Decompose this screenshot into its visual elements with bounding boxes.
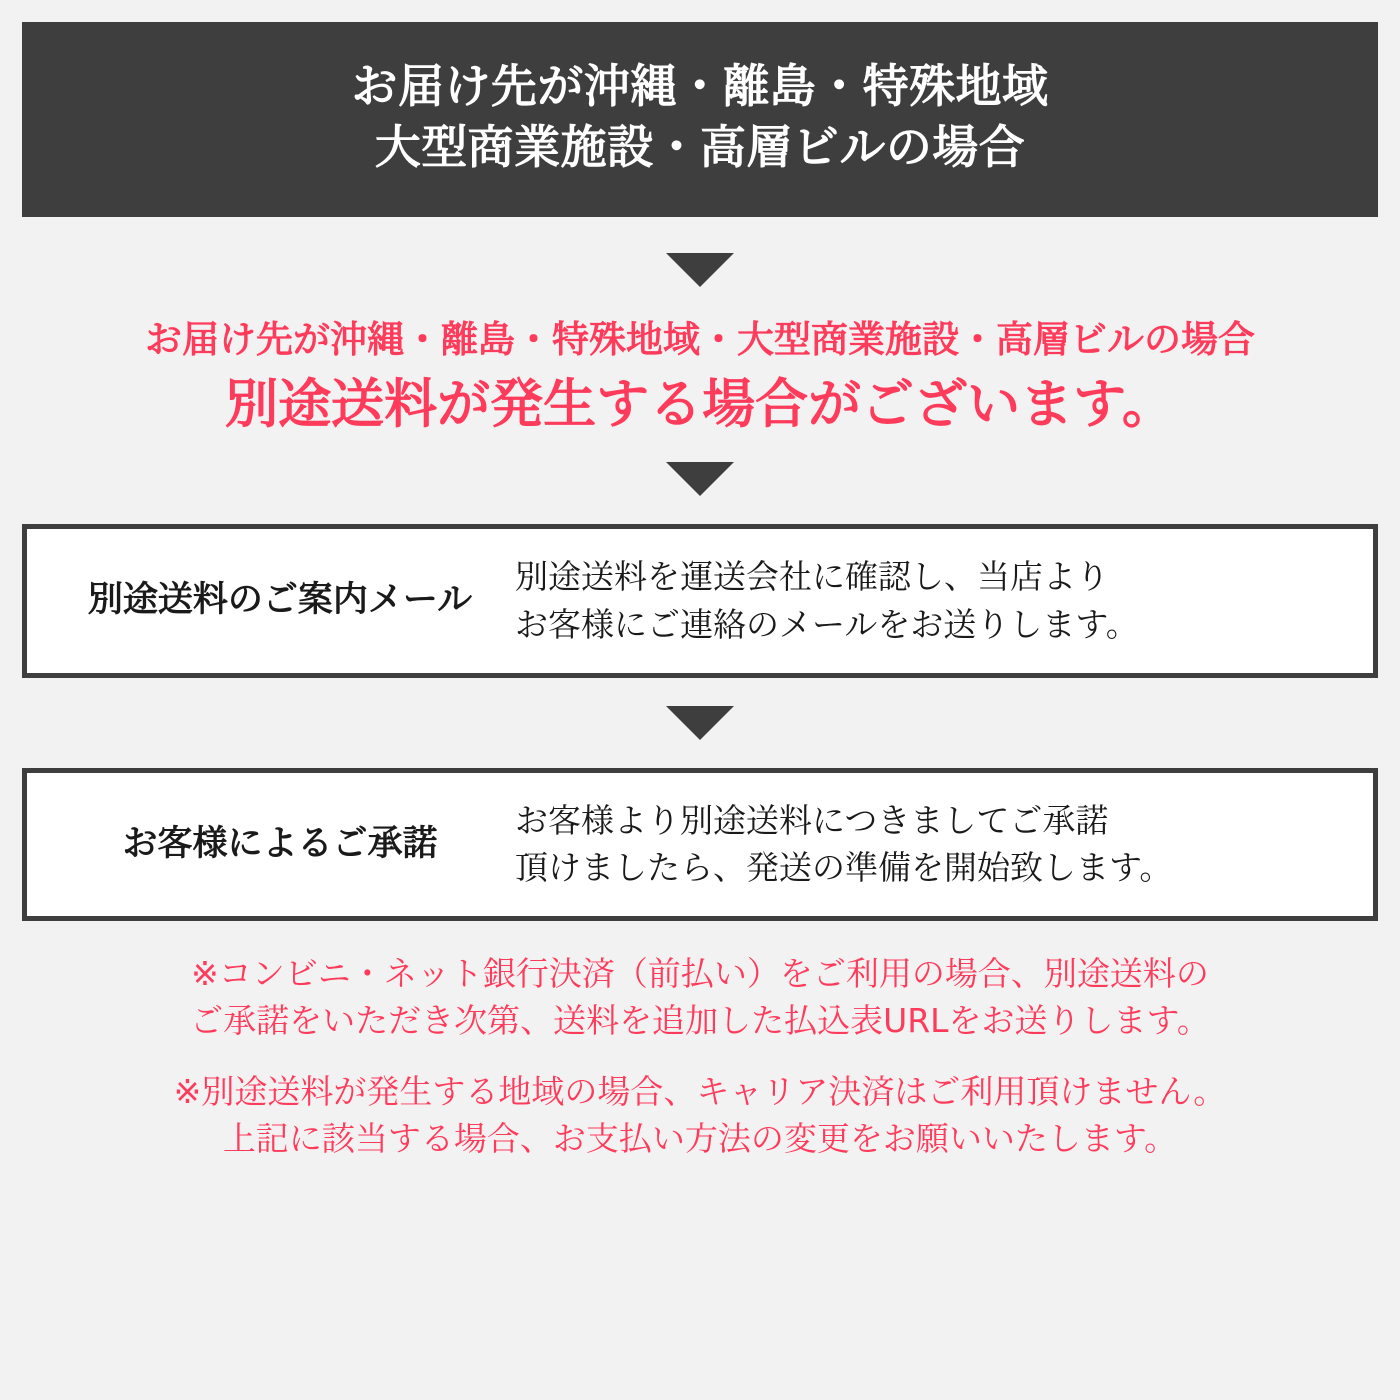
step-2-label: お客様によるご承諾 [122, 823, 438, 864]
triangle-down-icon [666, 706, 734, 740]
step-2-description-line-1: お客様より別途送料につきましてご承諾 [515, 800, 1109, 840]
arrow-connector-1 [22, 253, 1378, 287]
step-2-description-line-2: 頂けましたら、発送の準備を開始致します。 [515, 848, 1173, 888]
step-box-1 [22, 524, 1378, 678]
note-2-line-1: ※別途送料が発生する地域の場合、キャリア決済はご利用頂けません。 [173, 1072, 1227, 1112]
step-1-description-line-2: お客様にご連絡のメールをお送りします。 [515, 604, 1139, 644]
note-1-line-2: ご承諾をいただき次第、送料を追加した払込表URLをお送りします。 [190, 1001, 1210, 1041]
header-line-2: 大型商業施設・高層ビルの場合 [374, 119, 1026, 174]
note-1-line-1: ※コンビニ・ネット銀行決済（前払い）をご利用の場合、別途送料の [191, 954, 1209, 994]
header-line-1: お届け先が沖縄・離島・特殊地域 [351, 59, 1049, 113]
triangle-down-icon [666, 462, 734, 496]
header-banner [22, 22, 1378, 217]
note-1 [22, 951, 1378, 1045]
triangle-down-icon [666, 253, 734, 287]
alert-line-1: お届け先が沖縄・離島・特殊地域・大型商業施設・高層ビルの場合 [145, 318, 1255, 362]
step-1-label: 別途送料のご案内メール [87, 580, 473, 621]
alert-line-2: 別途送料が発生する場合がございます。 [225, 373, 1175, 435]
step-box-2 [22, 768, 1378, 922]
alert-block [22, 317, 1378, 438]
step-2-description [515, 797, 1355, 893]
step-1-description-line-1: 別途送料を運送会社に確認し、当店より [515, 556, 1109, 596]
note-2-line-2: 上記に該当する場合、お支払い方法の変更をお願いいたします。 [222, 1118, 1178, 1158]
footer-notes [22, 951, 1378, 1186]
arrow-connector-3 [22, 706, 1378, 740]
arrow-connector-2 [22, 462, 1378, 496]
step-1-description [515, 553, 1355, 649]
note-2 [22, 1069, 1378, 1163]
